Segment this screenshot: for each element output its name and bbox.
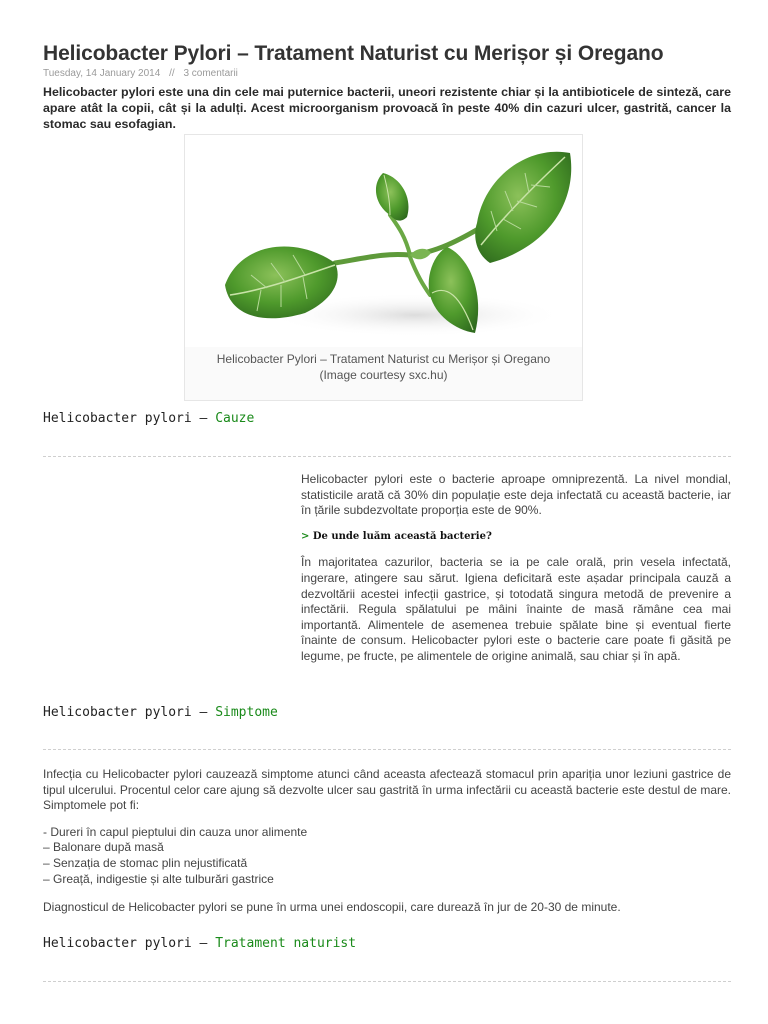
section-heading-prefix: Helicobacter pylori – [43,411,208,426]
cauze-body [301,472,731,665]
comments-link[interactable]: 3 comentarii [183,68,238,79]
article-date: Tuesday, 14 January 2014 [43,68,161,79]
cauze-paragraph-1: Helicobacter pylori este o bacterie aproape omniprezentă. La nivel mondial, statisticile arată că 30% din populație este deja infectată cu această bacterie, iar în țările subdezvoltate proporția este de 90%. [301,472,731,518]
oregano-image [185,135,582,347]
figure-caption [185,351,582,383]
section-heading-accent: Simptome [215,705,278,720]
section-divider [43,981,731,982]
article-meta [43,67,731,80]
caption-line-2: (Image courtesy sxc.hu) [319,368,448,382]
section-divider [43,456,731,457]
simptome-list [43,825,731,887]
article-figure [184,134,583,401]
simptome-body [43,767,731,916]
cauze-question-text: De unde luăm această bacterie? [312,530,492,542]
section-heading-tratament [43,936,356,951]
caption-line-1: Helicobacter Pylori – Tratament Naturist cu Merișor și Oregano [216,352,551,366]
cauze-paragraph-2: În majoritatea cazurilor, bacteria se ia pe cale orală, prin vesela infectată, ingerare, atingere sau sărut. Igiena deficitară este așadar principala cauză a dezvoltării acestei infecții gastrice, și totodată singura metodă de prevenire a infectării. Regula spălatului pe mâini înainte de masă rămâne cea mai importantă. Alimentele de asemenea trebuie spălate bine și eventual fierte înainte de consum. Helicobacter pylori este o bacterie care poate fi găsită pe legume, pe fructe, pe alimentele de origine animală, sau chiar și în apă. [301,555,731,663]
list-item: – Senzația de stomac plin nejustificată [43,855,248,870]
article-lead: Helicobacter pylori este una din cele mai puternice bacterii, uneori rezistente chiar și la antibioticele de sinteză, care apare atât la copii, cât și la adulți. Acest microorganism provoacă în peste 40% din cazuri ulcer, gastrită, cancer la stomac sau esofagian. [43,85,731,131]
meta-separator: // [169,68,175,79]
oregano-leaves-illustration [185,135,582,347]
section-heading-cauze [43,411,254,426]
list-item: - Dureri în capul pieptului din cauza unor alimente [43,824,308,839]
cauze-question [301,529,731,545]
simptome-paragraph-2: Diagnosticul de Helicobacter pylori se pune în urma unei endoscopii, care durează în jur de 20-30 de minute. [43,900,621,915]
simptome-paragraph-1: Infecția cu Helicobacter pylori cauzează simptome atunci când aceasta afectează stomacul prin apariția unor leziuni gastrice de tipul ulcerului. Procentul celor care ajung să dezvolte ulcer sau gastrită în urma infectării cu această bacterie este destul de mare. Simptomele pot fi: [43,767,731,813]
list-item: – Greață, indigestie și alte tulburări gastrice [43,871,274,886]
chevron-right-icon: > [301,530,310,542]
section-heading-accent: Tratament naturist [215,936,357,951]
section-heading-prefix: Helicobacter pylori – [43,936,208,951]
article [43,40,731,951]
list-item: – Balonare după masă [43,840,164,855]
article-title: Helicobacter Pylori – Tratament Naturist cu Merișor și Oregano [43,42,664,65]
section-heading-accent: Cauze [215,411,255,426]
section-heading-prefix: Helicobacter pylori – [43,705,208,720]
section-divider [43,749,731,750]
section-heading-simptome [43,705,278,720]
